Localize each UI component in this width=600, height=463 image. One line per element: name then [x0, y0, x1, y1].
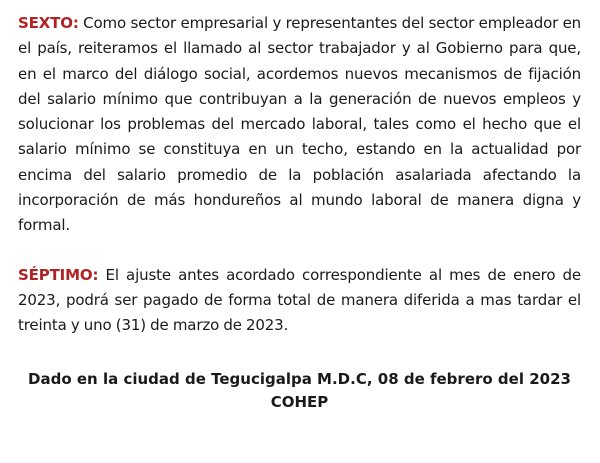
document-body — [18, 11, 581, 414]
closing-block — [18, 368, 581, 414]
paragraph-text-septimo: El ajuste antes acordado correspondiente al mes de enero de 2023, podrá ser pagado de forma total de manera diferida a mas tardar el treinta y uno (31) de marzo de 2023. — [18, 265, 581, 335]
paragraph-sexto — [18, 11, 581, 239]
paragraph-text-sexto: Como sector empresarial y representantes del sector empleador en el país, reiteramos el llamado al sector trabajador y al Gobierno para que, en el marco del diálogo social, acordemos nuevos mecanismos de fijación del salario mínimo que contribuyan a la generación de nuevos empleos y solucionar los problemas del mercado laboral, tales como el hecho que el salario mínimo se constituya en un techo, estando en la actualidad por encima del salario promedio de la población asalariada afectando la incorporación de más hondureños al mundo laboral de manera digna y formal. — [18, 14, 582, 235]
paragraph-septimo — [18, 263, 581, 339]
closing-organization: COHEP — [270, 392, 329, 411]
closing-place-date: Dado en la ciudad de Tegucigalpa M.D.C, 08 de febrero del 2023 — [28, 369, 571, 388]
paragraph-label-septimo: SÉPTIMO: — [18, 265, 99, 284]
paragraph-label-sexto: SEXTO: — [18, 14, 79, 32]
